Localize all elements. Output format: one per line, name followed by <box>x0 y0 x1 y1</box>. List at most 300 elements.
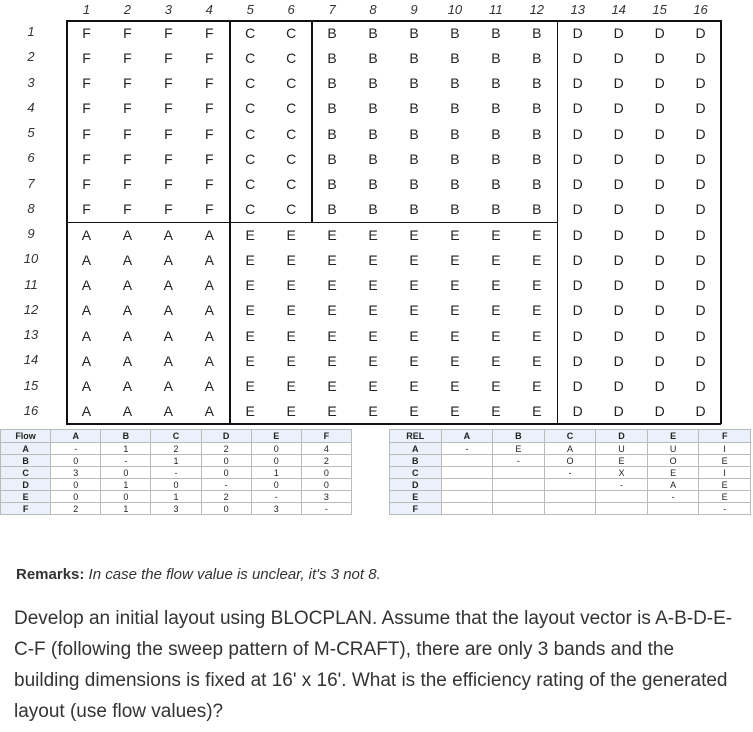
grid-cell: E <box>450 378 460 395</box>
row-header: 12 <box>23 301 39 317</box>
grid-cell: C <box>286 201 297 218</box>
grid-cell: E <box>532 226 542 243</box>
grid-cell: B <box>327 201 337 218</box>
column-header: 1 <box>82 2 91 17</box>
department-boundary <box>557 20 559 46</box>
grid-cell: F <box>123 24 132 41</box>
table-cell: 3 <box>51 467 101 479</box>
grid-cell: A <box>122 378 133 395</box>
grid-cell: A <box>163 251 174 268</box>
grid-cell: A <box>204 277 214 294</box>
table-row <box>1 503 352 515</box>
grid-cell: E <box>532 251 542 268</box>
grid-cell: B <box>409 100 419 117</box>
grid-cell: E <box>450 226 460 243</box>
table-cell: - <box>441 443 493 455</box>
table-row <box>390 503 751 515</box>
department-boundary <box>66 20 721 22</box>
row-header: 8 <box>27 200 35 216</box>
table-cell: - <box>101 455 151 467</box>
table-cell: 1 <box>151 455 201 467</box>
department-boundary <box>557 146 559 172</box>
table-cell: 0 <box>101 467 151 479</box>
grid-cell: D <box>572 378 583 395</box>
grid-cell: E <box>286 352 296 369</box>
grid-cell: F <box>123 125 132 142</box>
grid-cell: B <box>532 150 542 167</box>
grid-cell: E <box>286 327 296 344</box>
department-boundary <box>66 423 721 425</box>
row-header: 1 <box>27 24 35 39</box>
column-header: 6 <box>287 2 295 17</box>
grid-cell: D <box>654 24 665 41</box>
grid-cell: C <box>286 75 297 92</box>
grid-cell: A <box>163 327 174 344</box>
grid-cell: D <box>572 352 583 369</box>
grid-cell: E <box>286 251 296 268</box>
grid-cell: D <box>613 352 624 369</box>
grid-cell: B <box>368 49 378 66</box>
grid-cell: D <box>695 176 706 193</box>
column-header: 3 <box>164 2 172 17</box>
grid-cell: E <box>409 302 419 319</box>
table-cell: - <box>544 467 596 479</box>
relationship-matrix-table <box>389 429 751 515</box>
grid-cell: F <box>82 100 91 117</box>
table-cell: - <box>699 503 751 515</box>
grid-cell: B <box>409 201 419 218</box>
grid-cell: E <box>409 403 419 420</box>
grid-cell: E <box>368 277 378 294</box>
grid-cell: D <box>654 150 665 167</box>
grid-cell: E <box>450 251 460 268</box>
grid-cell: D <box>572 403 583 420</box>
grid-cell: A <box>204 378 214 395</box>
grid-cell: F <box>164 49 173 66</box>
row-header: 13 <box>23 327 39 342</box>
grid-cell: D <box>695 150 706 167</box>
row-header: 4 <box>27 99 35 115</box>
grid-cell: B <box>409 75 419 92</box>
grid-cell: E <box>245 403 255 420</box>
grid-cell: B <box>491 201 501 218</box>
grid-cell: E <box>327 277 337 294</box>
department-boundary <box>271 222 312 224</box>
table-cell: I <box>699 467 751 479</box>
department-boundary <box>229 71 231 97</box>
table-row <box>1 467 352 479</box>
table-cell: E <box>699 479 751 491</box>
grid-cell: D <box>695 378 706 395</box>
table-cell <box>441 479 493 491</box>
table-row <box>390 455 751 467</box>
grid-cell: E <box>368 327 378 344</box>
grid-cell: E <box>450 277 460 294</box>
grid-cell: D <box>613 403 624 420</box>
table-cell: - <box>151 467 201 479</box>
grid-cell: D <box>572 201 583 218</box>
department-boundary <box>557 247 559 273</box>
department-boundary <box>475 222 516 224</box>
grid-cell: D <box>695 302 706 319</box>
grid-cell: B <box>327 125 337 142</box>
grid-cell: D <box>654 327 665 344</box>
column-header: 15 <box>652 2 667 17</box>
table-cell: 1 <box>101 479 151 491</box>
grid-cell: E <box>286 277 296 294</box>
table-row-header: C <box>390 467 442 479</box>
grid-cell: D <box>695 201 706 218</box>
grid-cell: A <box>81 403 92 420</box>
grid-cell: A <box>122 352 133 369</box>
grid-cell: E <box>491 378 501 395</box>
department-boundary <box>229 298 231 324</box>
grid-cell: B <box>368 201 378 218</box>
table-cell <box>441 503 493 515</box>
table-cell: 1 <box>151 491 201 503</box>
grid-cell: E <box>491 226 501 243</box>
grid-cell: E <box>409 277 419 294</box>
department-boundary <box>229 197 231 223</box>
column-header: 13 <box>570 2 585 17</box>
table-row-header: D <box>390 479 442 491</box>
grid-cell: F <box>123 201 132 218</box>
table-cell <box>493 479 545 491</box>
grid-cell: E <box>409 226 419 243</box>
grid-cell: D <box>613 75 624 92</box>
question-text: Develop an initial layout using BLOCPLAN. Assume that the layout vector is A-B-D-E-C-F (following the sweep pattern of M-CRAFT), there are only 3 bands and the building dimensions is fixed at 16' x 16'. What is the efficiency rating of the generated layout (use flow values)? <box>14 608 733 722</box>
grid-cell: D <box>654 201 665 218</box>
table-row <box>1 491 352 503</box>
table-row <box>1 479 352 491</box>
department-boundary <box>311 45 313 71</box>
column-header: 11 <box>489 2 503 17</box>
department-boundary <box>394 222 435 224</box>
grid-cell: E <box>245 251 255 268</box>
grid-cell: A <box>81 352 92 369</box>
grid-cell: B <box>409 24 419 41</box>
grid-cell: B <box>327 176 337 193</box>
table-cell: 0 <box>151 479 201 491</box>
grid-cell: D <box>572 251 583 268</box>
grid-cell: D <box>572 125 583 142</box>
grid-cell: B <box>450 176 460 193</box>
grid-cell: B <box>327 49 337 66</box>
table-column-header: A <box>441 430 493 443</box>
grid-cell: B <box>368 176 378 193</box>
table-cell: - <box>51 443 101 455</box>
grid-cell: F <box>164 176 173 193</box>
table-cell <box>544 491 596 503</box>
grid-cell: B <box>450 100 460 117</box>
department-boundary <box>557 348 559 374</box>
grid-cell: A <box>204 302 214 319</box>
grid-cell: D <box>572 226 583 243</box>
grid-cell: B <box>450 150 460 167</box>
grid-cell: D <box>572 49 583 66</box>
table-cell <box>493 467 545 479</box>
grid-cell: E <box>245 352 255 369</box>
row-header: 9 <box>27 226 35 241</box>
grid-cell: E <box>409 378 419 395</box>
grid-cell: C <box>245 201 256 218</box>
grid-cell: B <box>409 49 419 66</box>
grid-cell: D <box>695 277 706 294</box>
grid-cell: B <box>409 150 419 167</box>
grid-cell: F <box>82 201 91 218</box>
table-cell: A <box>647 479 699 491</box>
grid-cell: B <box>450 201 460 218</box>
grid-cell: C <box>245 24 256 41</box>
row-header: 6 <box>27 150 35 166</box>
grid-cell: B <box>368 24 378 41</box>
department-boundary <box>66 222 107 224</box>
table-cell: 0 <box>201 503 251 515</box>
column-header: 2 <box>123 2 132 17</box>
table-cell <box>596 491 648 503</box>
grid-cell: D <box>613 100 624 117</box>
table-cell <box>544 479 596 491</box>
department-boundary <box>229 374 231 400</box>
table-cell: - <box>251 491 301 503</box>
grid-cell: D <box>695 251 706 268</box>
grid-cell: E <box>532 327 542 344</box>
table-column-header: F <box>699 430 751 443</box>
grid-cell: E <box>409 251 419 268</box>
department-boundary <box>229 146 231 172</box>
grid-cell: D <box>572 75 583 92</box>
grid-cell: D <box>613 125 624 142</box>
table-cell <box>493 503 545 515</box>
layout-grid <box>66 20 721 424</box>
grid-cell: B <box>327 24 337 41</box>
department-boundary <box>229 222 231 248</box>
grid-cell: D <box>572 100 583 117</box>
grid-cell: B <box>450 125 460 142</box>
table-cell: 3 <box>151 503 201 515</box>
grid-cell: B <box>409 176 419 193</box>
grid-cell: E <box>491 327 501 344</box>
grid-cell: E <box>491 302 501 319</box>
grid-cell: A <box>204 251 214 268</box>
grid-cell: E <box>245 302 255 319</box>
grid-cell: F <box>164 201 173 218</box>
grid-cell: E <box>368 302 378 319</box>
department-boundary <box>557 374 559 400</box>
table-row-header: E <box>390 491 442 503</box>
table-cell: U <box>647 443 699 455</box>
table-column-header: C <box>544 430 596 443</box>
grid-cell: E <box>532 277 542 294</box>
grid-cell: A <box>122 302 133 319</box>
grid-cell: E <box>327 378 337 395</box>
grid-cell: C <box>286 24 297 41</box>
grid-cell: B <box>532 49 542 66</box>
grid-cell: D <box>695 352 706 369</box>
table-cell: E <box>699 455 751 467</box>
grid-cell: D <box>572 302 583 319</box>
grid-cell: B <box>327 150 337 167</box>
table-row-header: E <box>1 491 51 503</box>
flow-matrix-table <box>0 429 352 515</box>
grid-cell: F <box>82 75 91 92</box>
table-cell <box>596 503 648 515</box>
department-boundary <box>229 247 231 273</box>
grid-cell: A <box>81 277 92 294</box>
grid-cell: A <box>81 378 92 395</box>
grid-cell: F <box>82 150 91 167</box>
grid-cell: D <box>695 403 706 420</box>
department-boundary <box>557 323 559 349</box>
table-cell: A <box>544 443 596 455</box>
table-cell: 0 <box>51 455 101 467</box>
table-column-header: C <box>151 430 201 443</box>
table-cell <box>493 491 545 503</box>
grid-cell: D <box>695 226 706 243</box>
table-cell: 2 <box>201 491 251 503</box>
grid-cell: E <box>245 327 255 344</box>
department-boundary <box>107 222 148 224</box>
grid-cell: E <box>532 403 542 420</box>
grid-cell: A <box>81 302 92 319</box>
row-header: 11 <box>24 276 38 292</box>
grid-cell: E <box>409 352 419 369</box>
table-row-header: D <box>1 479 51 491</box>
row-header: 3 <box>27 74 35 90</box>
table-cell: 2 <box>301 455 351 467</box>
table-cell: E <box>647 467 699 479</box>
table-column-header: A <box>51 430 101 443</box>
grid-cell: A <box>81 251 92 268</box>
grid-cell: E <box>286 378 296 395</box>
remarks-text: In case the flow value is unclear, it's 3 not 8. <box>88 566 381 583</box>
grid-cell: A <box>122 251 133 268</box>
department-boundary <box>311 121 313 147</box>
grid-cell: A <box>163 277 174 294</box>
row-header: 2 <box>27 49 35 65</box>
grid-cell: F <box>164 24 173 41</box>
column-header: 16 <box>693 2 708 17</box>
grid-cell: B <box>450 49 460 66</box>
column-header: 5 <box>246 2 254 17</box>
grid-cell: E <box>327 403 337 420</box>
row-header: 16 <box>23 402 39 418</box>
grid-cell: E <box>368 403 378 420</box>
table-cell: I <box>699 443 751 455</box>
grid-cell: D <box>613 49 624 66</box>
department-boundary <box>557 273 559 299</box>
department-boundary <box>516 222 557 224</box>
department-boundary <box>311 20 313 46</box>
table-row <box>390 443 751 455</box>
grid-cell: E <box>450 302 460 319</box>
remarks <box>16 566 381 583</box>
grid-cell: D <box>613 176 624 193</box>
department-boundary <box>557 96 559 122</box>
grid-cell: D <box>613 150 624 167</box>
grid-cell: D <box>613 277 624 294</box>
grid-cell: D <box>572 24 583 41</box>
grid-cell: F <box>164 125 173 142</box>
grid-cell: B <box>450 75 460 92</box>
grid-cell: F <box>205 150 214 167</box>
table-cell: E <box>596 455 648 467</box>
table-row-header: B <box>1 455 51 467</box>
table-cell: 1 <box>101 503 151 515</box>
table-cell: 0 <box>301 467 351 479</box>
grid-cell: E <box>491 251 501 268</box>
department-boundary <box>311 172 313 198</box>
grid-cell: E <box>286 302 296 319</box>
grid-cell: B <box>409 125 419 142</box>
grid-cell: B <box>491 100 501 117</box>
grid-cell: F <box>123 100 132 117</box>
grid-cell: B <box>368 150 378 167</box>
column-header: 14 <box>611 2 626 17</box>
grid-cell: D <box>613 201 624 218</box>
table-cell: O <box>544 455 596 467</box>
grid-cell: E <box>368 352 378 369</box>
grid-cell: F <box>205 176 214 193</box>
grid-cell: E <box>409 327 419 344</box>
grid-cell: D <box>654 176 665 193</box>
column-header: 10 <box>447 2 463 17</box>
grid-cell: F <box>164 100 173 117</box>
table-column-header: D <box>596 430 648 443</box>
grid-cell: F <box>164 150 173 167</box>
table-cell <box>441 467 493 479</box>
table-cell: 1 <box>101 443 151 455</box>
grid-cell: A <box>81 226 92 243</box>
department-boundary <box>229 96 231 122</box>
grid-cell: A <box>163 352 174 369</box>
grid-cell: D <box>613 378 624 395</box>
grid-cell: B <box>532 176 542 193</box>
grid-cell: A <box>122 403 133 420</box>
table-cell: 0 <box>301 479 351 491</box>
grid-cell: B <box>327 100 337 117</box>
grid-cell: E <box>327 302 337 319</box>
grid-cell: B <box>491 75 501 92</box>
grid-cell: B <box>532 75 542 92</box>
table-cell: 4 <box>301 443 351 455</box>
grid-cell: E <box>450 327 460 344</box>
grid-cell: F <box>205 100 214 117</box>
department-boundary <box>229 121 231 147</box>
table-corner-label: Flow <box>1 430 51 443</box>
table-cell: E <box>493 443 545 455</box>
column-header: 7 <box>328 2 336 17</box>
grid-cell: D <box>613 24 624 41</box>
table-cell <box>544 503 596 515</box>
column-header: 4 <box>205 2 213 17</box>
table-cell: 0 <box>101 491 151 503</box>
table-cell: 2 <box>201 443 251 455</box>
grid-cell: E <box>245 226 255 243</box>
department-boundary <box>229 323 231 349</box>
grid-cell: D <box>572 327 583 344</box>
grid-cell: A <box>204 327 214 344</box>
grid-cell: B <box>368 100 378 117</box>
row-header: 15 <box>23 377 39 393</box>
grid-cell: A <box>81 327 92 344</box>
table-row <box>390 479 751 491</box>
grid-cell: C <box>286 176 297 193</box>
grid-cell: A <box>163 302 174 319</box>
grid-cell: E <box>327 327 337 344</box>
table-row <box>390 491 751 503</box>
grid-cell: D <box>613 327 624 344</box>
